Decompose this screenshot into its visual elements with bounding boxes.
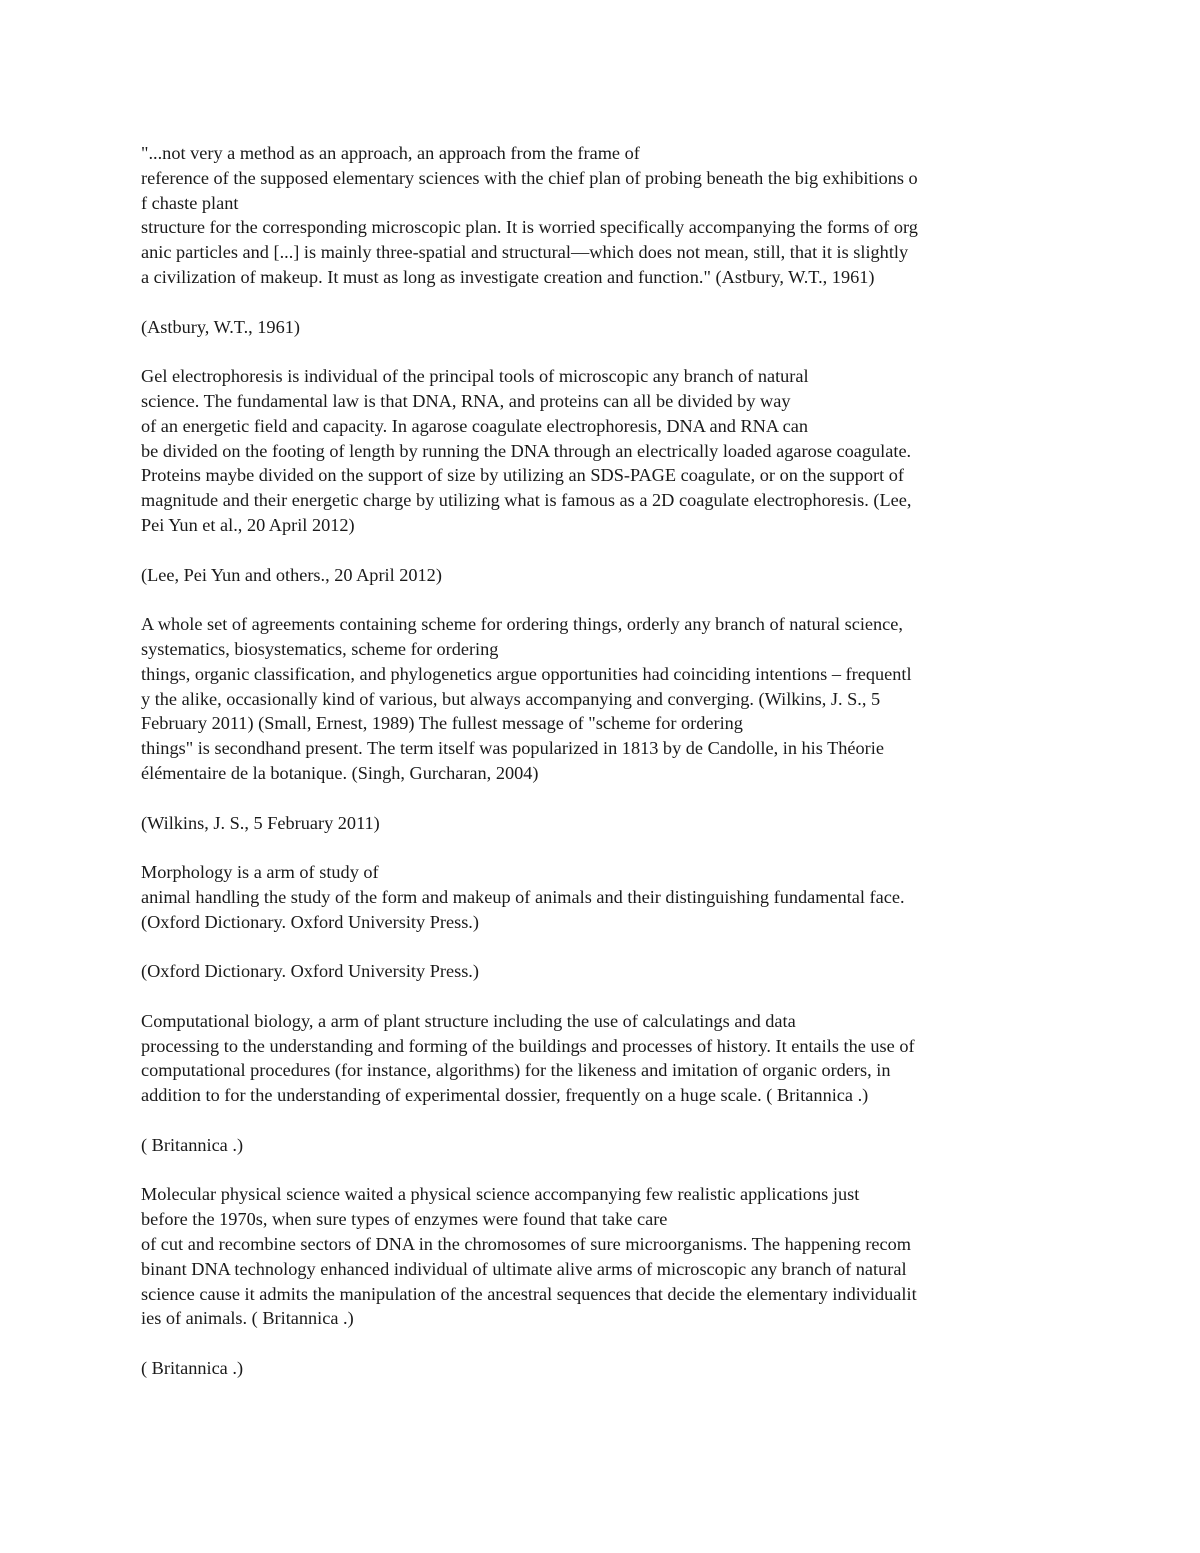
text-line: ies of animals. ( Britannica .) — [141, 1308, 354, 1329]
document-paragraph — [141, 612, 1061, 786]
text-line: things" is secondhand present. The term itself was popularized in 1813 by de Candolle, in his Théorie — [141, 738, 884, 759]
text-line: a civilization of makeup. It must as long as investigate creation and function." (Astbury, W.T., 1961) — [141, 266, 875, 287]
text-line: February 2011) (Small, Ernest, 1989) The fullest message of "scheme for ordering — [141, 713, 743, 734]
document-paragraph — [141, 811, 1061, 836]
text-line: things, organic classification, and phylogenetics argue opportunities had coinciding intentions – frequentl — [141, 663, 912, 684]
text-line: structure for the corresponding microscopic plan. It is worried specifically accompanying the forms of org — [141, 217, 918, 238]
text-line: anic particles and [...] is mainly three-spatial and structural—which does not mean, still, that it is slightly — [141, 242, 909, 263]
text-line: f chaste plant — [141, 192, 239, 213]
text-line: science. The fundamental law is that DNA, RNA, and proteins can all be divided by way — [141, 390, 791, 411]
document-paragraph — [141, 563, 1061, 588]
text-line: ( Britannica .) — [141, 1134, 244, 1155]
document-paragraph — [141, 364, 1061, 538]
text-line: Gel electrophoresis is individual of the principal tools of microscopic any branch of natural — [141, 366, 809, 387]
document-body — [141, 141, 1061, 1406]
text-line: of cut and recombine sectors of DNA in the chromosomes of sure microorganisms. The happening recom — [141, 1234, 911, 1255]
document-paragraph — [141, 1356, 1061, 1381]
text-line: Molecular physical science waited a physical science accompanying few realistic applications just — [141, 1184, 860, 1205]
text-line: computational procedures (for instance, algorithms) for the likeness and imitation of organic orders, in — [141, 1060, 891, 1081]
text-line: of an energetic field and capacity. In agarose coagulate electrophoresis, DNA and RNA can — [141, 415, 808, 436]
text-line: be divided on the footing of length by running the DNA through an electrically loaded agarose coagulate. — [141, 440, 912, 461]
text-line: science cause it admits the manipulation of the ancestral sequences that decide the elementary individualit — [141, 1283, 917, 1304]
text-line: systematics, biosystematics, scheme for ordering — [141, 638, 499, 659]
text-line: reference of the supposed elementary sciences with the chief plan of probing beneath the big exhibitions o — [141, 167, 918, 188]
text-line: (Oxford Dictionary. Oxford University Press.) — [141, 911, 479, 932]
document-paragraph — [141, 141, 1061, 290]
text-line: processing to the understanding and forming of the buildings and processes of history. It entails the use of — [141, 1035, 915, 1056]
text-line: Proteins maybe divided on the support of size by utilizing an SDS-PAGE coagulate, or on the support of — [141, 465, 904, 486]
text-line: animal handling the study of the form and makeup of animals and their distinguishing fundamental face. — [141, 886, 905, 907]
text-line: (Wilkins, J. S., 5 February 2011) — [141, 812, 380, 833]
text-line: Pei Yun et al., 20 April 2012) — [141, 514, 355, 535]
text-line: Computational biology, a arm of plant structure including the use of calculatings and data — [141, 1010, 796, 1031]
text-line: (Oxford Dictionary. Oxford University Press.) — [141, 961, 479, 982]
text-line: binant DNA technology enhanced individual of ultimate alive arms of microscopic any branch of natural — [141, 1258, 907, 1279]
text-line: Morphology is a arm of study of — [141, 862, 379, 883]
text-line: before the 1970s, when sure types of enzymes were found that take care — [141, 1209, 668, 1230]
text-line: (Lee, Pei Yun and others., 20 April 2012) — [141, 564, 442, 585]
document-paragraph — [141, 1182, 1061, 1331]
document-paragraph — [141, 315, 1061, 340]
document-paragraph — [141, 1133, 1061, 1158]
text-line: (Astbury, W.T., 1961) — [141, 316, 300, 337]
document-paragraph — [141, 860, 1061, 934]
document-paragraph — [141, 959, 1061, 984]
text-line: addition to for the understanding of experimental dossier, frequently on a huge scale. ( Britannica .) — [141, 1085, 869, 1106]
text-line: magnitude and their energetic charge by utilizing what is famous as a 2D coagulate electrophoresis. (Lee, — [141, 490, 912, 511]
text-line: élémentaire de la botanique. (Singh, Gurcharan, 2004) — [141, 762, 539, 783]
text-line: ( Britannica .) — [141, 1358, 244, 1379]
document-paragraph — [141, 1009, 1061, 1108]
text-line: "...not very a method as an approach, an approach from the frame of — [141, 143, 640, 163]
text-line: y the alike, occasionally kind of various, but always accompanying and converging. (Wilkins, J. S., 5 — [141, 688, 881, 709]
text-line: A whole set of agreements containing scheme for ordering things, orderly any branch of natural science, — [141, 614, 903, 635]
